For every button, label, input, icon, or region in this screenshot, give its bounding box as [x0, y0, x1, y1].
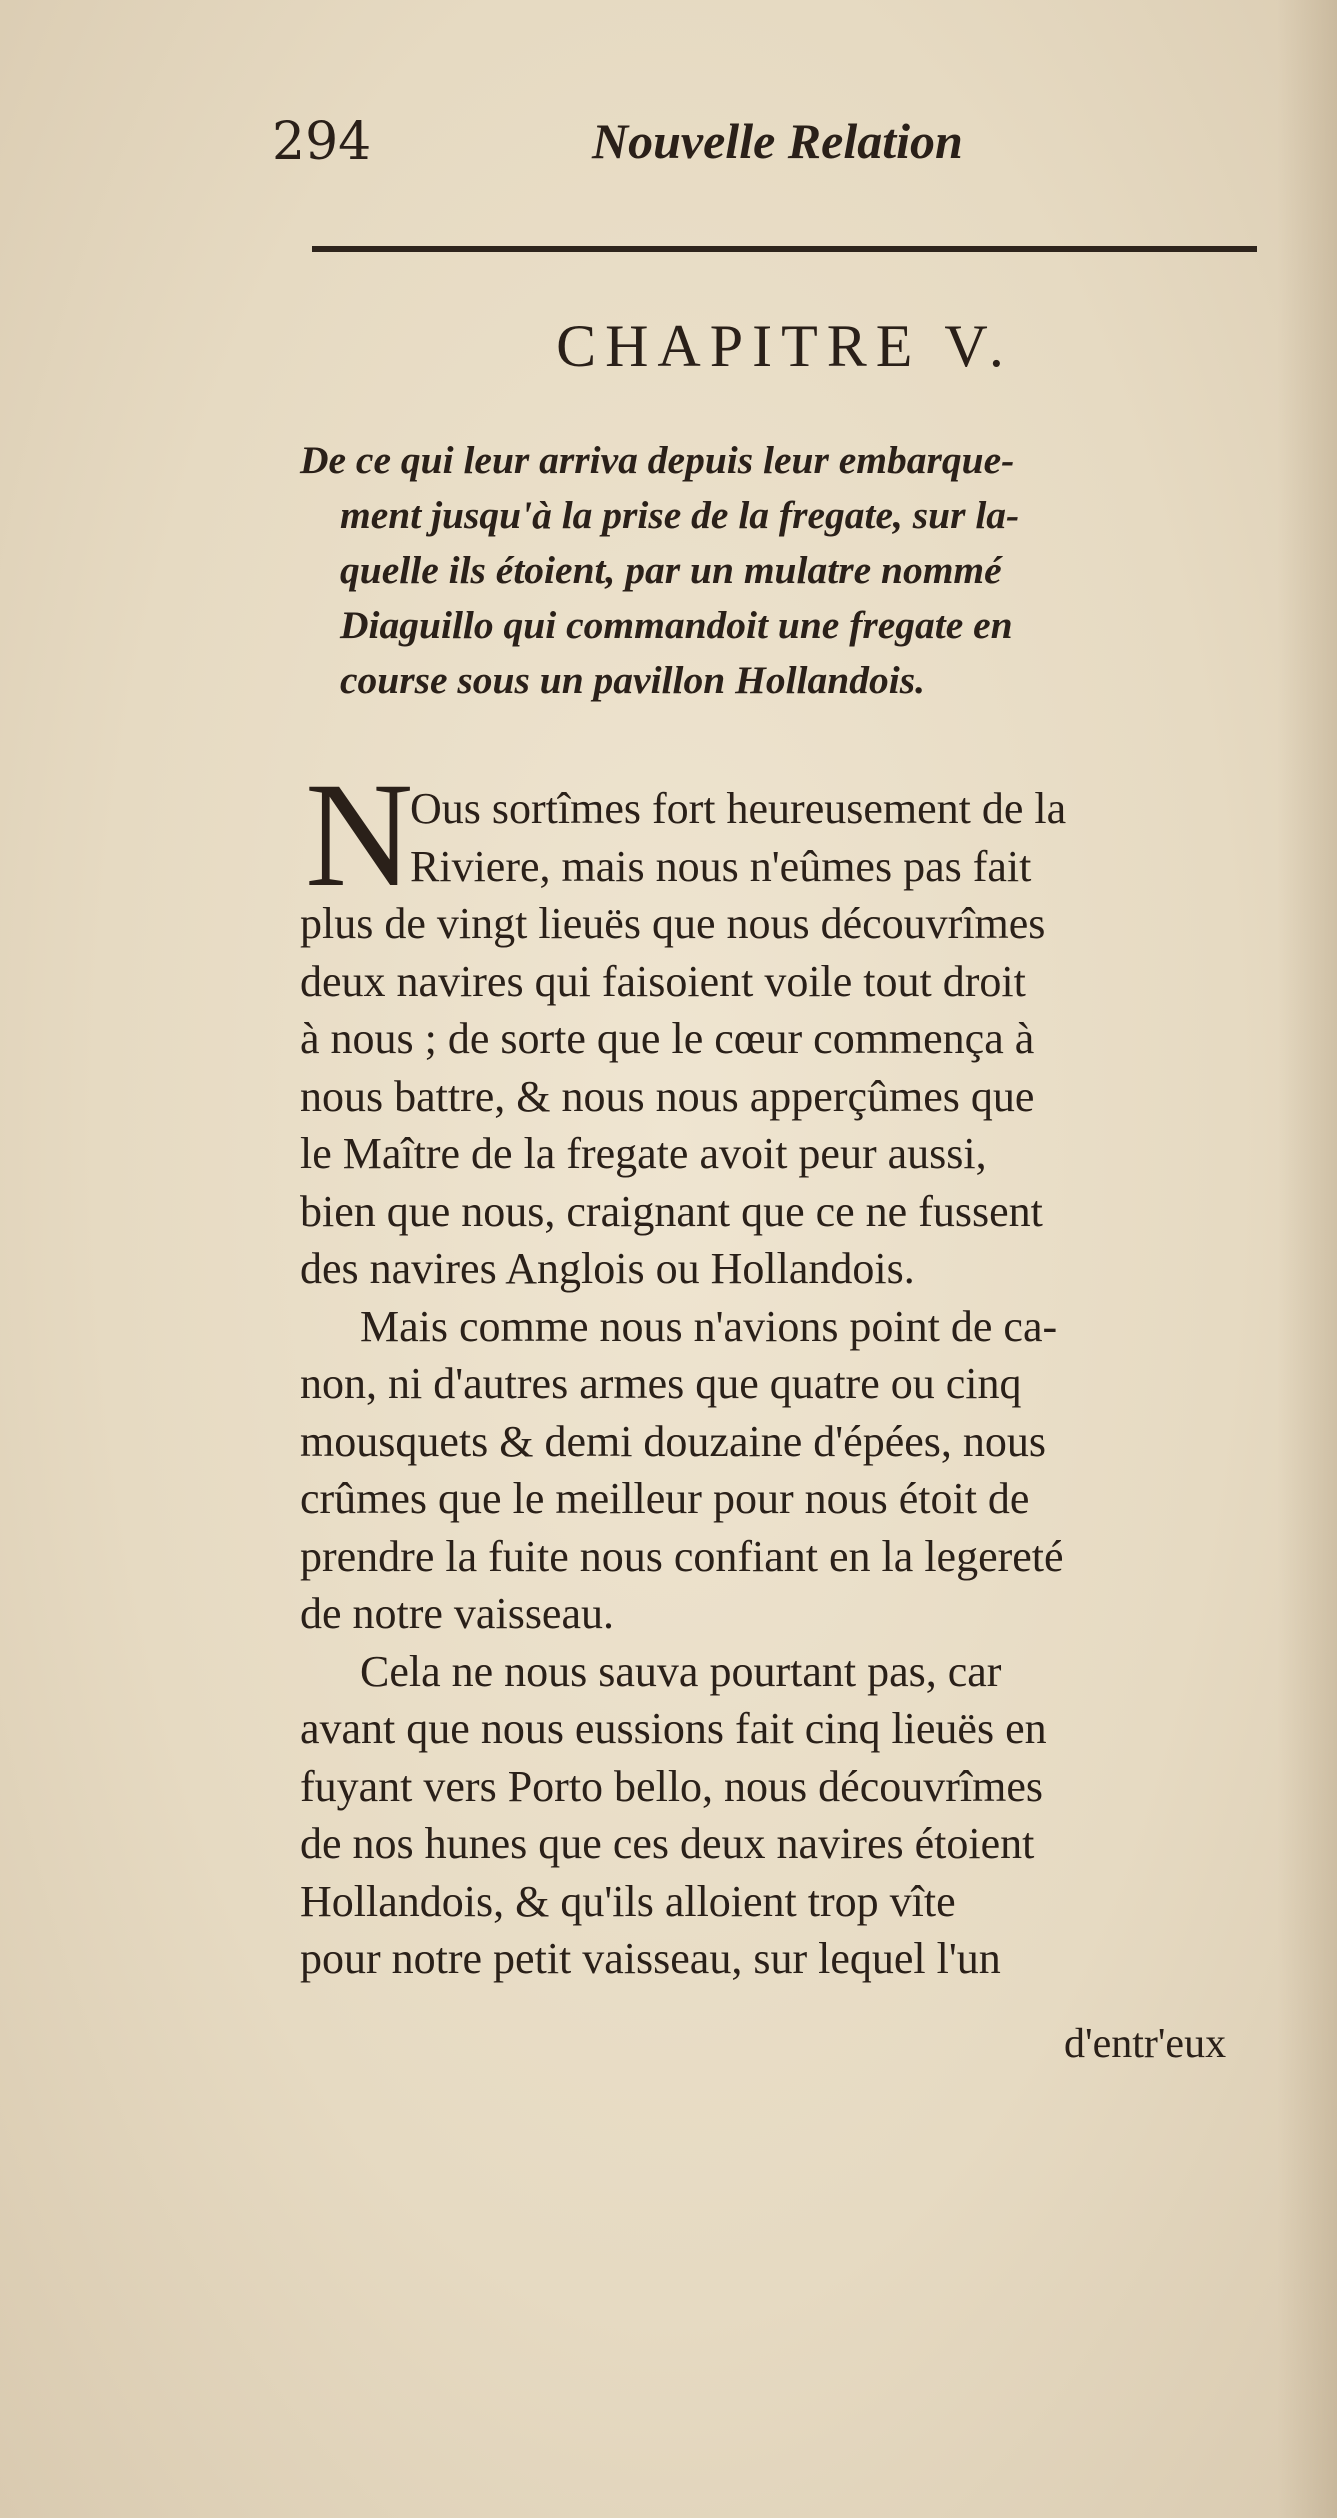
- text-line: Ous sortîmes fort heureusement de la: [410, 784, 1067, 833]
- text-line: Cela ne nous sauva pourtant pas, car: [360, 1646, 1002, 1696]
- running-title: Nouvelle Relation: [592, 113, 963, 169]
- text-line: des navires Anglois ou Hollandois.: [300, 1244, 915, 1293]
- text-line: à nous ; de sorte que le cœur commença à: [300, 1014, 1035, 1063]
- text-line: le Maître de la fregate avoit peur aussi,: [300, 1129, 987, 1178]
- summary-line: ment jusqu'à la prise de la fregate, sur la-: [340, 493, 1020, 537]
- header-rule: [312, 246, 1257, 252]
- text-line: fuyant vers Porto bello, nous découvrîmes: [300, 1761, 1043, 1811]
- drop-cap: N: [305, 752, 414, 918]
- text-line: de nos hunes que ces deux navires étoient: [300, 1819, 1035, 1868]
- text-line: avant que nous eussions fait cinq lieuës en: [300, 1704, 1047, 1753]
- chapter-summary: [300, 433, 1285, 708]
- text-line: mousquets & demi douzaine d'épées, nous: [300, 1416, 1047, 1466]
- text-line: pour notre petit vaisseau, sur lequel l'un: [300, 1934, 1001, 1983]
- text-line: Mais comme nous n'avions point de ca-: [360, 1301, 1058, 1351]
- text-line: plus de vingt lieuës que nous découvrîmes: [300, 899, 1046, 948]
- text-line: Hollandois, & qu'ils alloient trop vîte: [300, 1876, 956, 1926]
- text-line: nous battre, & nous nous apperçûmes que: [300, 1071, 1035, 1121]
- running-head: [272, 112, 1032, 182]
- text-line: bien que nous, craignant que ce ne fussent: [300, 1186, 1043, 1236]
- summary-line: quelle ils étoient, par un mulatre nommé: [340, 548, 1002, 592]
- text-line: crûmes que le meilleur pour nous étoit de: [300, 1474, 1030, 1523]
- text-line: deux navires qui faisoient voile tout droit: [300, 956, 1026, 1006]
- summary-line: Diaguillo qui commandoit une fregate en: [340, 603, 1013, 647]
- page-number: 294: [272, 112, 372, 172]
- body-text: [300, 780, 1300, 1988]
- text-line: prendre la fuite nous confiant en la legereté: [300, 1531, 1064, 1581]
- text-line: non, ni d'autres armes que quatre ou cinq: [300, 1359, 1022, 1408]
- summary-line: course sous un pavillon Hollandois.: [340, 658, 925, 702]
- catchword: d'entr'eux: [1064, 2021, 1227, 2067]
- summary-line: De ce qui leur arriva depuis leur embarque-: [300, 438, 1015, 482]
- text-line: Riviere, mais nous n'eûmes pas fait: [410, 841, 1032, 891]
- text-line: de notre vaisseau.: [300, 1589, 614, 1638]
- chapter-heading: CHAPITRE V.: [556, 313, 1013, 379]
